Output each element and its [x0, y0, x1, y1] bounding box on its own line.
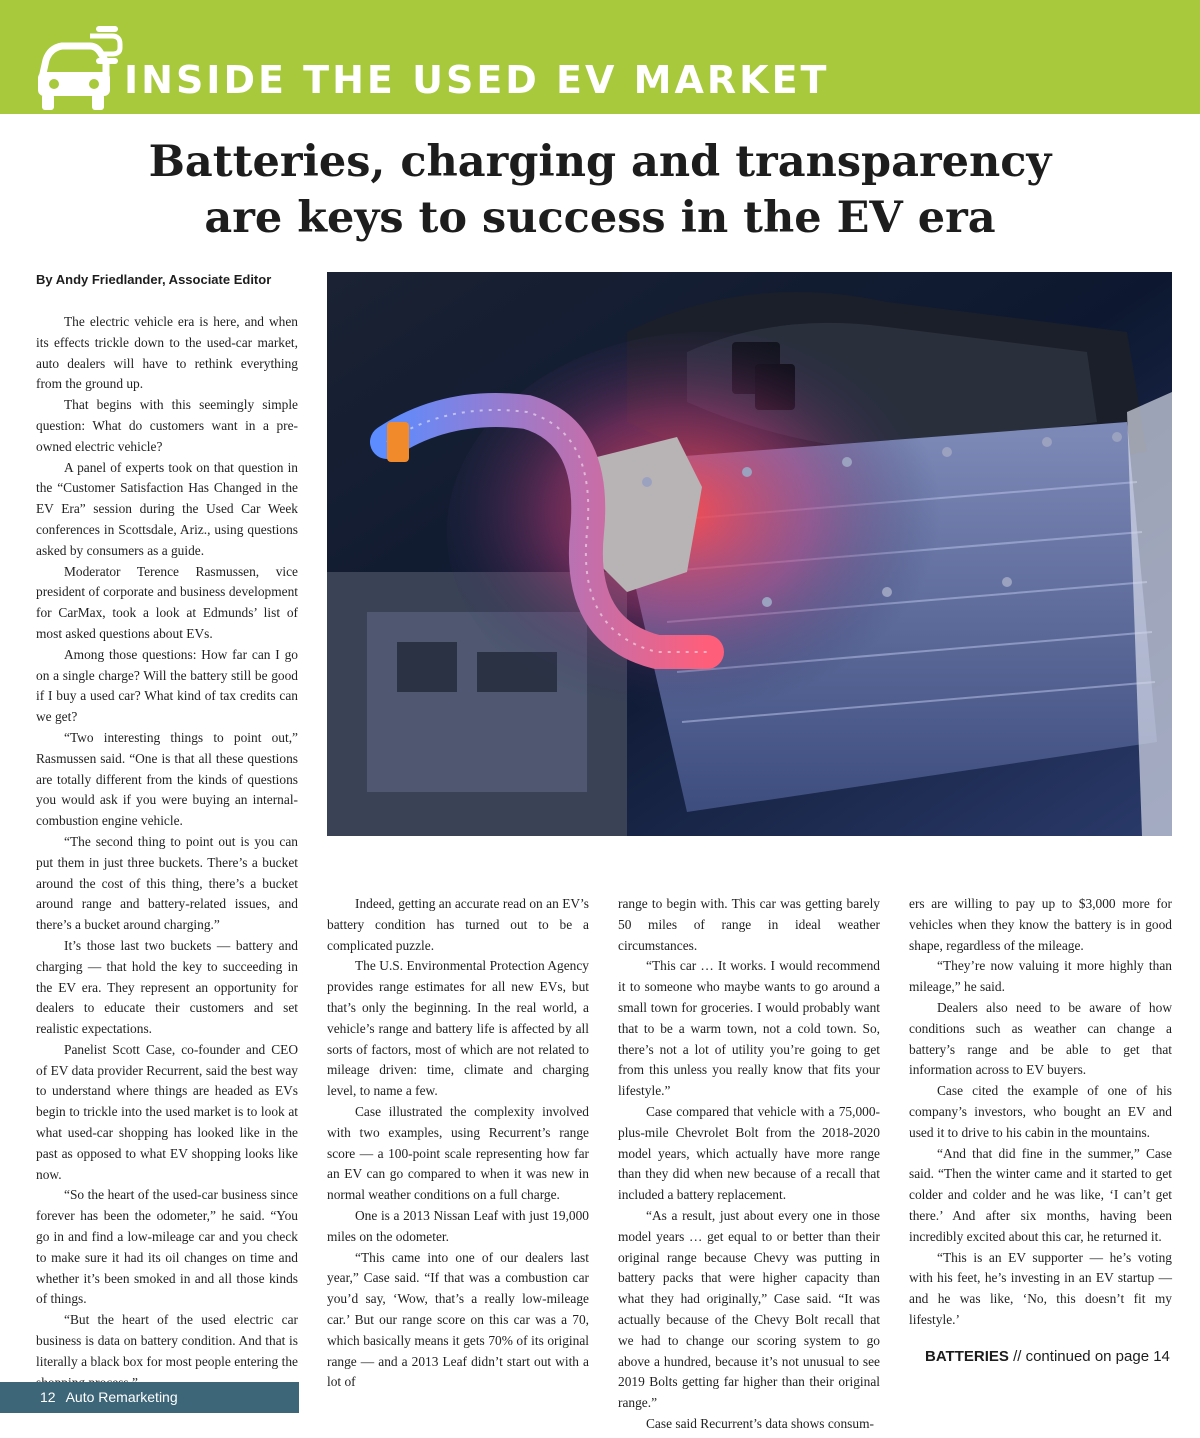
article-headline [0, 134, 1200, 246]
paragraph: “But the heart of the used electric car business is data on battery condition. And that is literally a black box for most people entering the [36, 1312, 298, 1369]
article-column-1 [36, 312, 298, 1393]
paragraph: “The second thing to point out is you can put them in just three buckets. There’s a bucket around the cost of this thing, there’s a bucket around range and battery-related issues, and there’s a bucket around charging.” [36, 833, 298, 933]
paragraph: Indeed, getting an accurate read on an EV’s battery condition has turned out to be a complicated puzzle. [327, 896, 589, 953]
paragraph: The U.S. Environmental Protection Agency provides range estimates for all new EVs, but that’s only the beginning. In the real world, a vehicle’s range and battery life is affected by all sorts of factors, most of which are not related to mileage driven: time, climate and charging level, to name a few. [327, 958, 589, 1099]
banner-title: INSIDE THE USED EV MARKET [124, 58, 830, 102]
continued-link[interactable] [925, 1348, 1170, 1365]
article-column-3 [618, 894, 880, 1435]
article-column-4 [909, 894, 1172, 1331]
headline-line-2: are keys to success in the EV era [204, 193, 996, 243]
paragraph: Dealers also need to be aware of how conditions such as weather can change a battery’s range and be able to get that information across to EV buyers. [909, 999, 1172, 1078]
paragraph: “So the heart of the used-car business since forever has been the odometer,” he said. “You go in and find a low-mileage car and you check to make sure it had its oil changes on time and whether it’s been smoked in and all those kinds of things. [36, 1187, 298, 1307]
continued-text: continued on page 14 [1025, 1348, 1170, 1365]
paragraph: Case illustrated the complexity involved with two examples, using Recurrent’s range score — a 100-point scale representing how far an EV can go compared to when it was new in normal weather conditions on a full charge. [327, 1103, 589, 1203]
paragraph: “Two interesting things to point out,” Rasmussen said. “One is that all these questions are totally different from the kinds of questions you would ask if you were buying an internal-combustion engine vehicle. [36, 729, 298, 829]
article-column-2 [327, 894, 589, 1393]
paragraph: “This is an EV supporter — he’s voting with his feet, he’s investing in an EV startup — and he was like, ‘No, this doesn’t fit my lifestyle.’ [909, 1249, 1172, 1327]
paragraph: It’s those last two buckets — battery and charging — that hold the key to succeeding in the EV era. They represent an opportunity for dealers to educate their customers and set realistic expectations. [36, 937, 298, 1037]
paragraph: A panel of experts took on that question in the “Customer Satisfaction Has Changed in the EV Era” session during the Used Car Week conferences in Scottsdale, Ariz., using questions asked by consumers as a guide. [36, 459, 298, 558]
paragraph: “This car … It works. I would recommend it to someone who maybe wants to go around a small town for groceries. I would probably want that to be a warm town, not a cold town. So, there’s not a lot of utility you’re going to get from this unless you really know that fits your lifestyle.” [618, 958, 880, 1099]
paragraph: Case said Recurrent’s data shows consum- [646, 1415, 874, 1431]
car-plug-icon [32, 18, 124, 114]
paragraph-continuation: range to begin with. This car was getting barely 50 miles of range in ideal weather circumstances. [618, 896, 880, 953]
paragraph: “As a result, just about every one in those model years … get equal to or better than their original range because Chevy was putting in battery packs that were higher capacity than what they had originally,” Case said. “It was actually because of the Chevy Bolt recall that we had to change our scoring system to go above a hundred, because it’s not unusual to see 2019 Bolts getting far higher than their original range.” [618, 1207, 880, 1411]
ev-battery-photo [327, 272, 1172, 836]
page-footer [0, 1382, 299, 1413]
continued-separator: // [1013, 1348, 1022, 1365]
byline: By Andy Friedlander, Associate Editor [36, 272, 272, 287]
paragraph: That begins with this seemingly simple question: What do customers want in a pre-owned electric vehicle? [36, 397, 298, 454]
continued-keyword: BATTERIES [925, 1348, 1009, 1365]
publication-name: Auto Remarketing [65, 1389, 178, 1405]
paragraph: Among those questions: How far can I go on a single charge? Will the battery still be good if I buy a used car? What kind of tax credits can we get? [36, 646, 298, 725]
paragraph: “And that did fine in the summer,” Case said. “Then the winter came and it started to get colder and colder and he was like, ‘I can’t get there.’ And after six months, having been incredibly excited about this car, he returned it. [909, 1145, 1172, 1244]
paragraph: Moderator Terence Rasmussen, vice president of corporate and business development for CarMax, took a look at Edmunds’ list of most asked questions about EVs. [36, 563, 298, 641]
page-number: 12 [40, 1389, 56, 1405]
paragraph: Case cited the example of one of his company’s investors, who bought an EV and used it to drive to his cabin in the mountains. [909, 1083, 1172, 1140]
footer-text [40, 1389, 178, 1405]
headline-line-1: Batteries, charging and transparency [148, 137, 1052, 187]
paragraph-continuation: ers are willing to pay up to $3,000 more for vehicles when they know the battery is in good shape, regardless of the mileage. [909, 896, 1172, 953]
paragraph: The electric vehicle era is here, and when its effects trickle down to the used-car market, auto dealers will have to rethink everything from the ground up. [36, 314, 298, 392]
paragraph: Panelist Scott Case, co-founder and CEO of EV data provider Recurrent, said the best way to understand where things are headed as EVs begin to trickle into the used market is to look at what used-car shopping has looked like in the past as opposed to what EV shopping looks like now. [36, 1041, 298, 1182]
section-banner [0, 0, 1200, 114]
paragraph: Case compared that vehicle with a 75,000-plus-mile Chevrolet Bolt from the 2018-2020 model years, which actually have more range than they did when new because of a recall that included a battery replacement. [618, 1103, 880, 1203]
paragraph: “This came into one of our dealers last year,” Case said. “If that was a combustion car you’d say, ‘Wow, that’s a really low-mileage car.’ But our range score on this car was a 70, which basically means it gets 70% of its original range — and a 2013 Leaf didn’t start out with a lot of [327, 1249, 589, 1390]
paragraph: “They’re now valuing it more highly than mileage,” he said. [909, 958, 1172, 995]
paragraph: One is a 2013 Nissan Leaf with just 19,000 miles on the odometer. [327, 1207, 589, 1244]
